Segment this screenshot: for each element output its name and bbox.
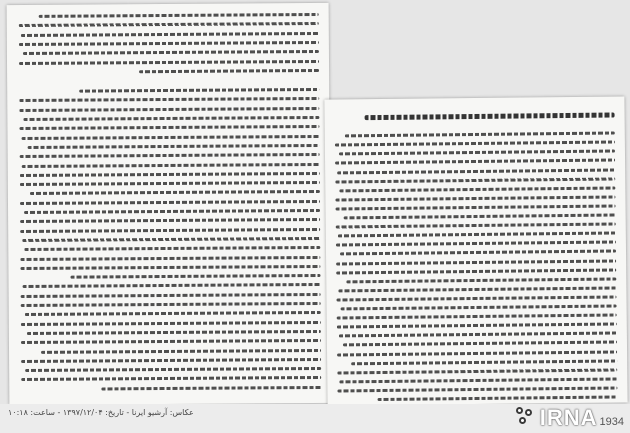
handwritten-line (21, 358, 321, 363)
handwritten-line (340, 250, 616, 256)
logo-year: 1934 (599, 416, 624, 428)
handwritten-line (336, 259, 616, 265)
handwritten-line (21, 321, 321, 326)
handwritten-line (336, 268, 616, 274)
handwritten-line (346, 277, 616, 283)
logo-mark-icon (516, 407, 536, 429)
handwritten-line (335, 177, 615, 183)
handwritten-line (335, 159, 615, 165)
left-document-page (7, 3, 332, 405)
handwritten-line (336, 295, 616, 301)
handwritten-line (21, 293, 321, 298)
handwritten-line (101, 386, 321, 391)
handwritten-line (337, 314, 617, 320)
handwritten-line (20, 153, 320, 158)
handwritten-line (19, 59, 319, 64)
handwritten-line (70, 274, 320, 279)
handwritten-line (21, 32, 319, 37)
handwritten-line (335, 195, 615, 201)
handwritten-line (25, 367, 321, 372)
handwritten-line (25, 311, 321, 316)
handwritten-line (345, 132, 615, 138)
handwritten-line (365, 113, 615, 121)
handwritten-line (378, 396, 618, 402)
handwritten-line (20, 181, 320, 186)
handwritten-line (339, 377, 617, 383)
handwritten-line (19, 107, 319, 112)
handwritten-line (24, 209, 320, 214)
handwritten-line (30, 190, 320, 195)
logo-word: IRNA (539, 405, 598, 430)
handwritten-line (19, 41, 319, 46)
handwritten-line (139, 69, 319, 73)
handwritten-line (20, 228, 320, 233)
handwritten-line (21, 339, 321, 344)
handwritten-line (23, 283, 321, 288)
handwritten-line (343, 341, 617, 347)
handwritten-line (339, 186, 615, 192)
right-document-page (324, 96, 627, 405)
handwritten-line (341, 305, 617, 311)
handwritten-line (20, 218, 320, 223)
handwritten-line (21, 376, 321, 381)
handwritten-line (19, 125, 319, 130)
handwritten-line (338, 232, 616, 238)
handwritten-line (337, 323, 617, 329)
handwritten-line (24, 246, 320, 251)
photo-caption: عکاس: آرشیو ایرنا - تاریخ: ۱۳۹۷/۱۲/۰۴ - ساعت: ۱۰:۱۸ (8, 408, 194, 417)
handwritten-line (19, 97, 319, 102)
handwritten-line (336, 223, 616, 229)
handwritten-line (339, 150, 615, 156)
handwritten-line (22, 237, 320, 242)
handwritten-line (338, 286, 616, 292)
handwritten-line (335, 141, 615, 147)
handwritten-line (22, 135, 320, 140)
handwritten-line (27, 330, 321, 335)
agency-logo (516, 404, 624, 432)
handwritten-line (20, 265, 320, 270)
handwritten-line (23, 50, 319, 55)
handwritten-line (20, 172, 320, 177)
handwritten-line (20, 255, 320, 260)
handwritten-line (351, 359, 617, 365)
handwritten-line (20, 200, 320, 205)
handwritten-line (337, 368, 617, 374)
handwritten-line (19, 22, 319, 27)
handwritten-line (337, 168, 615, 174)
handwritten-line (344, 214, 616, 220)
handwritten-line (23, 116, 319, 121)
handwritten-line (336, 204, 616, 210)
handwritten-line (28, 144, 320, 149)
handwritten-line (39, 13, 319, 18)
handwritten-line (21, 302, 321, 307)
handwritten-line (336, 241, 616, 247)
handwritten-line (339, 332, 617, 338)
handwritten-line (41, 348, 321, 353)
handwritten-line (22, 162, 320, 167)
handwritten-line (337, 350, 617, 356)
handwritten-line (79, 88, 319, 93)
handwritten-line (337, 386, 617, 392)
